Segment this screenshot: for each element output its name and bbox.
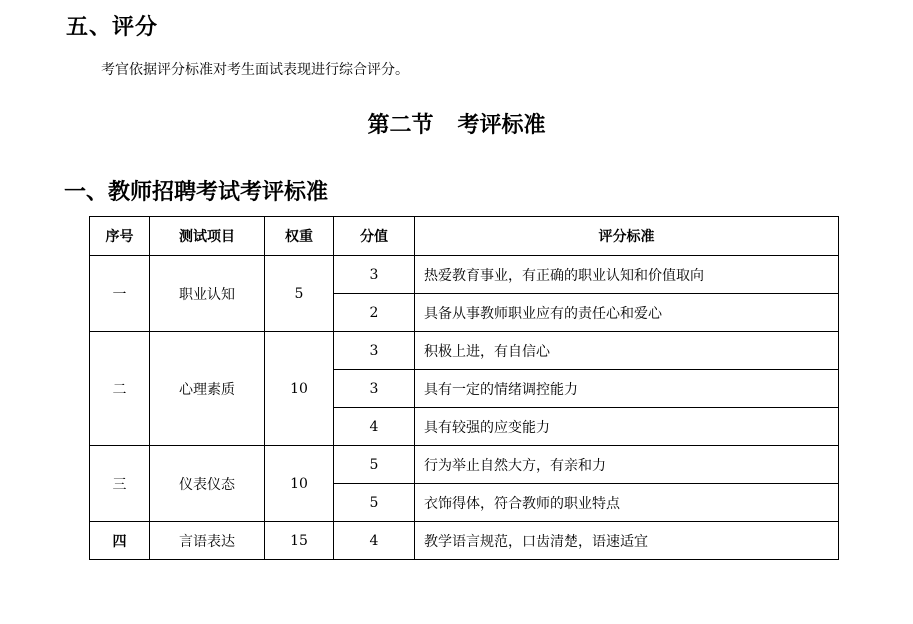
group-weight: 10 bbox=[265, 332, 334, 446]
group-no: 一 bbox=[90, 256, 150, 332]
intro-paragraph: 考官依据评分标准对考生面试表现进行综合评分。 bbox=[101, 62, 409, 78]
header-criteria: 评分标准 bbox=[415, 217, 839, 256]
row-criteria: 教学语言规范，口齿清楚，语速适宜 bbox=[415, 522, 839, 560]
row-criteria: 具有一定的情绪调控能力 bbox=[415, 370, 839, 408]
group-no: 三 bbox=[90, 446, 150, 522]
group-no: 四 bbox=[90, 522, 150, 560]
group-item: 仪表仪态 bbox=[150, 446, 265, 522]
group-no: 二 bbox=[90, 332, 150, 446]
table-row bbox=[90, 256, 839, 294]
header-score: 分值 bbox=[334, 217, 415, 256]
group-weight: 10 bbox=[265, 446, 334, 522]
heading-teacher-recruitment-criteria: 一、教师招聘考试考评标准 bbox=[64, 180, 329, 205]
row-criteria: 行为举止自然大方，有亲和力 bbox=[415, 446, 839, 484]
row-score: 3 bbox=[334, 332, 415, 370]
row-criteria: 具备从事教师职业应有的责任心和爱心 bbox=[415, 294, 839, 332]
row-criteria: 积极上进，有自信心 bbox=[415, 332, 839, 370]
section-title-part2: 考评标准 bbox=[457, 113, 546, 138]
section-title bbox=[0, 108, 913, 139]
table-header-row bbox=[90, 217, 839, 256]
row-score: 5 bbox=[334, 484, 415, 522]
section-title-part1: 第二节 bbox=[367, 113, 434, 138]
row-score: 2 bbox=[334, 294, 415, 332]
group-item: 心理素质 bbox=[150, 332, 265, 446]
row-score: 3 bbox=[334, 256, 415, 294]
header-item: 测试项目 bbox=[150, 217, 265, 256]
row-criteria: 热爱教育事业，有正确的职业认知和价值取向 bbox=[415, 256, 839, 294]
row-score: 4 bbox=[334, 522, 415, 560]
group-weight: 5 bbox=[265, 256, 334, 332]
scoring-criteria-table bbox=[89, 216, 839, 560]
group-item: 职业认知 bbox=[150, 256, 265, 332]
row-score: 4 bbox=[334, 408, 415, 446]
row-score: 5 bbox=[334, 446, 415, 484]
table-row bbox=[90, 446, 839, 484]
row-criteria: 衣饰得体，符合教师的职业特点 bbox=[415, 484, 839, 522]
row-score: 3 bbox=[334, 370, 415, 408]
group-item: 言语表达 bbox=[150, 522, 265, 560]
table-row bbox=[90, 332, 839, 370]
header-no: 序号 bbox=[90, 217, 150, 256]
section-5-heading: 五、评分 bbox=[66, 15, 159, 40]
table-row bbox=[90, 522, 839, 560]
header-weight: 权重 bbox=[265, 217, 334, 256]
group-weight: 15 bbox=[265, 522, 334, 560]
row-criteria: 具有较强的应变能力 bbox=[415, 408, 839, 446]
